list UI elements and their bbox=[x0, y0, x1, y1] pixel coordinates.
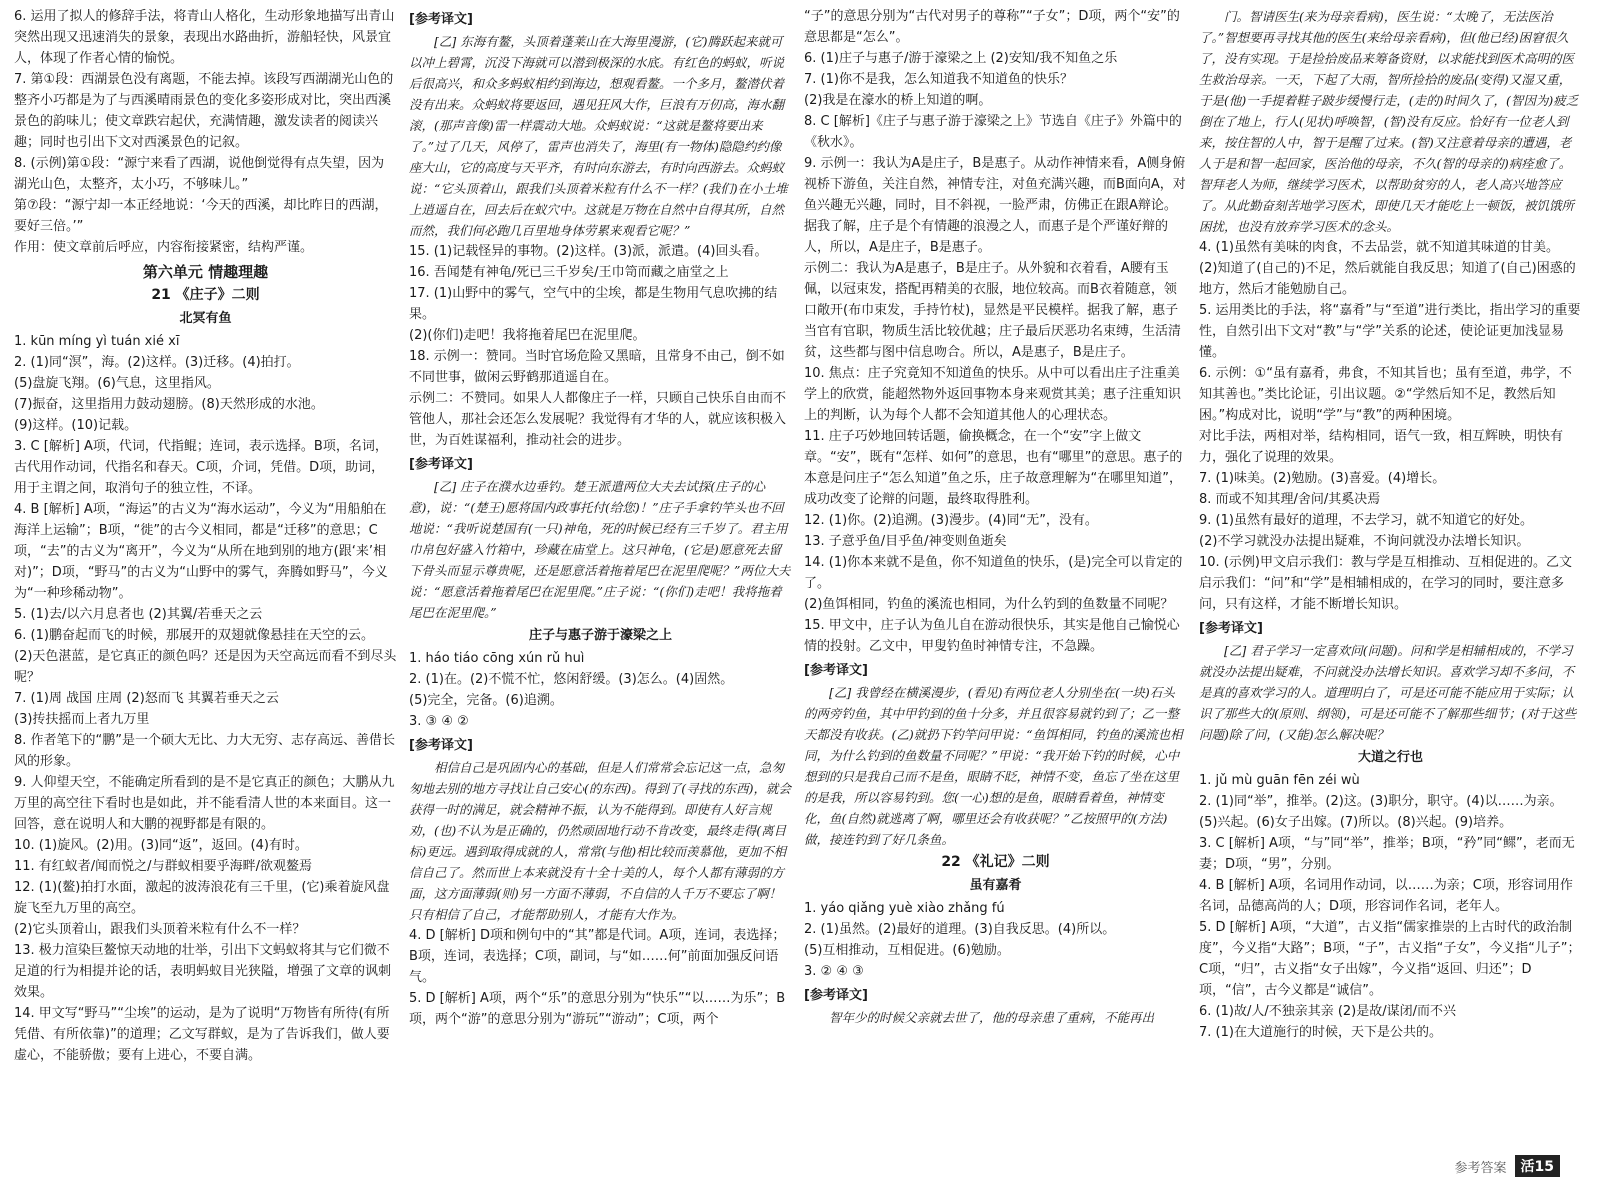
answer-item: 3. C [解析] A项，“与”同“举”，推举；B项，“矜”同“鳏”，老而无妻；D项，“男”，分别。 bbox=[1199, 836, 1575, 872]
answer-item: 12. (1)你。(2)追溯。(3)漫步。(4)同“无”，没有。 bbox=[804, 513, 1098, 528]
answer-item: 10. (1)旋风。(2)用。(3)同“返”，返回。(4)有时。 bbox=[14, 838, 308, 853]
answer-item: 17. (1)山野中的雾气，空气中的尘埃，都是生物用气息吹拂的结果。 bbox=[409, 286, 778, 322]
answer-item: 8. C [解析]《庄子与惠子游于濠梁之上》节选自《庄子》外篇中的《秋水》。 bbox=[804, 114, 1182, 150]
answer-item: 15. (1)记载怪异的事物。(2)这样。(3)派，派遣。(4)回头看。 bbox=[409, 244, 768, 259]
translation-text: 相信自己是巩固内心的基础，但是人们常常会忘记这一点，急匆匆地去别的地方寻找让自己安心(的东西)。得到了(寻找的东西)，就会获得一时的满足，就会精神不振，认为不能得到。即使有人好言规劝，(也)不认为是正确的，仍然顽固地行动不肯改变，最终走得(离目标)更远。遇到取得成就的人，常常(与他)相比较而羡慕他，更加不相信自己了。然而世上本来就没有十全十美的人，每个人都有薄弱的方面，这方面薄弱(则)另一方面不薄弱，不自信的人千万不要忘了啊！只有相信了自己，才能帮助别人，才能有大作为。 bbox=[409, 760, 792, 922]
section-heading: 北冥有鱼 bbox=[179, 311, 232, 326]
answer-item: 7. (1)你不是我，怎么知道我不知道鱼的快乐？ bbox=[804, 72, 1073, 87]
section-heading: 虽有嘉肴 bbox=[969, 878, 1022, 893]
answer-item: (7)振奋，这里指用力鼓动翅膀。(8)天然形成的水池。 bbox=[14, 397, 324, 412]
answer-item: 9. 人仰望天空，不能确定所看到的是不是它真正的颜色；大鹏从九万里的高空往下看时也是如此，并不能看清人世的本来面目。这一回答，意在说明人和大鹏的视野都是有限的。 bbox=[14, 775, 395, 832]
answer-item: 1. jǔ mù guān fēn zéi wù bbox=[1199, 773, 1360, 788]
answer-item: 5. D [解析] A项，“大道”，古义指“儒家推崇的上古时代的政治制度”，今义指“大路”；B项，“子”，古义指“子女”，今义指“儿子”；C项，“归”，古义指“女子出嫁”，今义指“返回、归还”；D项，“信”，古今义都是“诚信”。 bbox=[1199, 920, 1581, 998]
translation-text: 智年少的时候父亲就去世了，他的母亲患了重病，不能再出 bbox=[829, 1010, 1155, 1025]
answer-item: 第⑦段：“源宁却一本正经地说：‘今天的西溪，却比昨日的西湖，要好三倍。’” bbox=[14, 198, 388, 234]
answer-item: 作用：使文章前后呼应，内容衔接紧密，结构严谨。 bbox=[14, 240, 314, 255]
answer-item: 3. ② ④ ③ bbox=[804, 964, 864, 979]
translation-text: [乙] 我曾经在横溪漫步，(看见)有两位老人分别坐在(一块)石头的两旁钓鱼，其中甲钓到的鱼十分多，并且很容易就钓到了；乙一整天都没有收获。(乙)就扔下钓竿问甲说：“鱼饵相同，钓鱼的溪流也相同，为什么钓到的鱼数量不同呢？”甲说：“我开始下钓的时候，心中想到的只是我自己而不是鱼，眼睛不眨，神情不变，鱼忘了坐在这里的是我，所以容易钓到。您(一心)想的是鱼，眼睛看着鱼，神情变化，鱼(自然)就逃离了啊，哪里还会有收获呢？”乙按照甲的(方法)做，接连钓到了好几条鱼。 bbox=[804, 685, 1183, 847]
answer-item: 1. háo tiáo cōng xún rǔ huì bbox=[409, 651, 585, 666]
column-4 bbox=[1199, 0, 1582, 1146]
answer-item: (2)我是在濠水的桥上知道的啊。 bbox=[804, 93, 992, 108]
reference-translation-label: [参考译文] bbox=[409, 738, 473, 753]
answer-item: 9. (1)虽然有最好的道理，不去学习，就不知道它的好处。 bbox=[1199, 513, 1533, 528]
translation-text: [乙] 东海有鳌，头顶着蓬莱山在大海里漫游，(它)腾跃起来就可以冲上碧霄，沉没下海就可以潜到极深的水底。有红色的蚂蚁，听说后很高兴，和众多蚂蚁相约到海边，想观看鳌。一个多月，鳌潜伏着没有出来。众蚂蚁将要返回，遇见狂风大作，巨浪有万仞高，海水翻滚，(那声音像)雷一样震动大地。众蚂蚁说：“这就是鳌将要出来了。”过了几天，风停了，雷声也消失了，海里(有一物体)隐隐约约像座大山，它的高度与天平齐，有时向东游去，有时向西游去。众蚂蚁说：“它头顶着山，跟我们头顶着米粒有什么不一样？(我们)在小土堆上逍遥自在，回去后在蚁穴中。这就是万物在自然中自得其所，自然而然，我们何必跑几百里地身体劳累来观看它呢？” bbox=[409, 34, 788, 238]
answer-item: 2. (1)在。(2)不慌不忙，悠闲舒缓。(3)怎么。(4)固然。 bbox=[409, 672, 734, 687]
answer-item: 5. (1)去/以六月息者也 (2)其翼/若垂天之云 bbox=[14, 607, 263, 622]
answer-item: 6. 示例：①“虽有嘉肴，弗食，不知其旨也；虽有至道，弗学，不知其善也。”类比论证，引出议题。②“学然后知不足，教然后知困。”构成对比，说明“学”与“教”的两种困境。 bbox=[1199, 366, 1572, 423]
translation-text: [乙] 庄子在濮水边垂钓。楚王派遣两位大夫去试探(庄子的心意)，说：“(楚王)愿将国内政事托付(给您)！”庄子手拿钓竿头也不回地说：“我听说楚国有(一只)神龟，死的时候已经有三千岁了。君主用巾帛包好盛入竹箱中，珍藏在庙堂上。这只神龟，(它是)愿意死去留下骨头而显示尊贵呢，还是愿意活着拖着尾巴在泥里爬呢？”两位大夫说：“愿意活着拖着尾巴在泥里爬。”庄子说：“(你们)走吧！我将拖着尾巴在泥里爬。” bbox=[409, 479, 791, 620]
answer-item: 6. (1)故/人/不独亲其亲 (2)是故/谋闭/而不兴 bbox=[1199, 1004, 1457, 1019]
answer-item: 10. (示例)甲文启示我们：教与学是互相推动、互相促进的。乙文启示我们：“问”和“学”是相辅相成的，在学习的同时，要注意多问，只有这样，才能不断增长知识。 bbox=[1199, 555, 1572, 612]
answer-item: 3. C [解析] A项，代词，代指鲲；连词，表示选择。B项，名词，古代用作动词，代指名和春天。C项，介词，凭借。D项，助词，用于主谓之间，取消句子的独立性，不译。 bbox=[14, 439, 388, 496]
answer-item: (3)抟扶摇而上者九万里 bbox=[14, 712, 150, 727]
answer-item: 示例二：不赞同。如果人人都像庄子一样，只顾自己快乐自由而不管他人，那社会还怎么发展呢？我觉得有才华的人，就应该积极入世，为百姓谋福利，推动社会的进步。 bbox=[409, 391, 787, 448]
answer-item: 12. (1)(鳌)拍打水面，激起的波涛浪花有三千里，(它)乘着旋风盘旋飞至九万里的高空。 bbox=[14, 880, 390, 916]
answer-item: 2. (1)同“举”，推举。(2)这。(3)职分，职守。(4)以……为亲。 bbox=[1199, 794, 1563, 809]
answer-item: (2)天色湛蓝，是它真正的颜色吗？还是因为天空高远而看不到尽头呢？ bbox=[14, 649, 397, 685]
answer-item: 6. (1)庄子与惠子/游于濠梁之上 (2)安知/我不知鱼之乐 bbox=[804, 51, 1118, 66]
answer-item: 13. 子意乎鱼/目乎鱼/神变则鱼逝矣 bbox=[804, 534, 1007, 549]
answer-item: 7. (1)在大道施行的时候，天下是公共的。 bbox=[1199, 1025, 1442, 1040]
answer-item: 13. 极力渲染巨鳌惊天动地的壮举，引出下文蚂蚁将其与它们微不足道的行为相提并论的话，表明蚂蚁目光狭隘，增强了文章的讽刺效果。 bbox=[14, 943, 392, 1000]
answer-item: (2)鱼饵相同，钓鱼的溪流也相同，为什么钓到的鱼数量不同呢？ bbox=[804, 597, 1174, 612]
answer-item: (2)不学习就没办法提出疑难，不询问就没办法增长知识。 bbox=[1199, 534, 1530, 549]
answer-item: 11. 庄子巧妙地回转话题，偷换概念，在一个“安”字上做文章。“安”，既有“怎样、如何”的意思，也有“哪里”的意思。惠子的本意是问庄子“怎么知道”鱼之乐，庄子故意理解为“在哪里知道”，成功改变了论辩的问题，最终取得胜利。 bbox=[804, 429, 1183, 507]
answer-item: (9)这样。(10)记载。 bbox=[14, 418, 138, 433]
answer-item: 4. B [解析] A项，名词用作动词，以……为亲；C项，形容词用作名词，品德高尚的人；D项，形容词作名词，老年人。 bbox=[1199, 878, 1573, 914]
answer-item: 6. 运用了拟人的修辞手法，将青山人格化，生动形象地描写出青山突然出现又迅速消失的景象，表现出水路曲折，游船轻快，风景宜人，体现了作者心情的愉悦。 bbox=[14, 9, 395, 66]
answer-item: (2)知道了(自己的)不足，然后就能自我反思；知道了(自己)困惑的地方，然后才能勉励自己。 bbox=[1199, 261, 1576, 297]
answer-item: 8. 作者笔下的“鹏”是一个硕大无比、力大无穷、志存高远、善借长风的形象。 bbox=[14, 733, 396, 769]
answer-item: 7. (1)周 战国 庄周 (2)怒而飞 其翼若垂天之云 bbox=[14, 691, 279, 706]
lesson-heading: 22 《礼记》二则 bbox=[941, 854, 1050, 870]
answer-item: 7. 第①段：西湖景色没有离题，不能去掉。该段写西湖湖光山色的整齐小巧都是为了与西溪晴雨景色的变化多姿形成对比，突出西溪景色的韵味儿；使文章跌宕起伏，充满情趣，激发读者的阅读兴趣；同时也引出下文对西溪景色的记叙。 bbox=[14, 72, 394, 150]
answer-item: (5)互相推动，互相促进。(6)勉励。 bbox=[804, 943, 1010, 958]
page-number: 活15 bbox=[1515, 1155, 1560, 1177]
lesson-heading: 21 《庄子》二则 bbox=[151, 287, 260, 303]
reference-translation-label: [参考译文] bbox=[804, 988, 868, 1003]
translation-text: 门。智请医生(来为母亲看病)，医生说：“太晚了，无法医治了。”智想要再寻找其他的医生(来给母亲看病)，但(他已经)困窘很久了，没有实现。于是捡拾废品来筹备资财，以求能找到医术高明的医生救治母亲。一天，下起了大雨，智所捡拾的废品(变得)又湿又重，于是(他)一手提着鞋子跛步缓慢行走，(走的)时间久了，(智因为)疲乏倒在了地上，行人(见状)呼唤智，(智)没有反应。恰好有一位老人到来，按住智的人中，智于是醒了过来。(智)又注意着母亲的遭遇，老人于是和智一起回家，医治他的母亲，不久(智的母亲的)病痊愈了。智拜老人为师，继续学习医术，以帮助贫穷的人，老人高兴地答应了。从此勤奋刻苦地学习医术，即使几天才能吃上一顿饭，被饥饿所困扰，也没有放弃学习医术的念头。 bbox=[1199, 9, 1579, 234]
answer-item: (5)完全，完备。(6)追溯。 bbox=[409, 693, 563, 708]
answer-item: (5)盘旋飞翔。(6)气息，这里指风。 bbox=[14, 376, 220, 391]
answer-item: 2. (1)虽然。(2)最好的道理。(3)自我反思。(4)所以。 bbox=[804, 922, 1116, 937]
answer-item: 1. kūn míng yì tuán xié xī bbox=[14, 334, 180, 349]
answer-item: 2. (1)同“溟”，海。(2)这样。(3)迁移。(4)拍打。 bbox=[14, 355, 300, 370]
answer-item: 5. D [解析] A项，两个“乐”的意思分别为“快乐”“以……为乐”；B项，两个“游”的意思分别为“游玩”“游动”；C项，两个 bbox=[409, 991, 786, 1027]
answer-item: 18. 示例一：赞同。当时官场危险又黑暗，且常身不由己，倒不如不同世事，做闲云野鹤那逍遥自在。 bbox=[409, 349, 785, 385]
answer-item: 9. 示例一：我认为A是庄子，B是惠子。从动作神情来看，A侧身俯视桥下游鱼，关注自然，神情专注，对鱼充满兴趣，而B面向A，对鱼兴趣无兴趣，同时，目不斜视，一脸严肃，仿佛正在跟A辩论。据我了解，庄子是个有情趣的浪漫之人，而惠子是个严谨好辩的人，所以，A是庄子，B是惠子。 bbox=[804, 156, 1186, 255]
answer-item: 对比手法，两相对举，结构相同，语气一致，相互辉映，明快有力，强化了说理的效果。 bbox=[1199, 429, 1564, 465]
answer-item: 16. 吾闻楚有神龟/死已三千岁矣/王巾笥而藏之庙堂之上 bbox=[409, 265, 729, 280]
answer-item: (2)它头顶着山，跟我们头顶着米粒有什么不一样？ bbox=[14, 922, 306, 937]
column-2 bbox=[409, 0, 792, 1146]
translation-text: [乙] 君子学习一定喜欢问(问题)。问和学是相辅相成的，不学习就没办法提出疑难，不问就没办法增长知识。喜欢学习却不多问，不是真的喜欢学习的人。道理明白了，可是还可能不能应用于实际；认识了那些大的(原则、纲领)，可是还可能不了解那些细节；(对于这些问题)除了问，(又能)怎么解决呢？ bbox=[1199, 643, 1577, 742]
answer-item: 3. ③ ④ ② bbox=[409, 714, 469, 729]
reference-translation-label: [参考译文] bbox=[804, 663, 868, 678]
answer-item: 14. 甲文写“野马”“尘埃”的运动，是为了说明“万物皆有所待(有所凭借、有所依靠)”的道理；乙文写群蚁，是为了告诉我们，做人要虚心，不能骄傲；要有上进心，不要自满。 bbox=[14, 1006, 390, 1063]
answer-item: 15. 甲文中，庄子认为鱼儿自在游动很快乐，其实是他自己愉悦心情的投射。乙文中，甲叟钓鱼时神情专注，不急躁。 bbox=[804, 618, 1180, 654]
answer-item: 4. B [解析] A项，“海运”的古义为“海水运动”，今义为“用船舶在海洋上运输”；B项，“徙”的古今义相同，都是“迁移”的意思；C项，“去”的古义为“离开”，今义为“从所在地到别的地方(跟‘来’相对)”；D项，“野马”的古义为“山野中的雾气，奔腾如野马”，今义为“一种珍稀动物”。 bbox=[14, 502, 388, 601]
column-3 bbox=[804, 0, 1187, 1146]
answer-item: “子”的意思分别为“古代对男子的尊称”“子女”；D项，两个“安”的意思都是“怎么”。 bbox=[804, 9, 1180, 45]
answer-item: 8. (示例)第①段：“源宁来看了西湖，说他倒觉得有点失望，因为湖光山色，太整齐，太小巧，不够味儿。” bbox=[14, 156, 385, 192]
section-heading: 庄子与惠子游于濠梁之上 bbox=[528, 628, 672, 643]
answer-item: 14. (1)你本来就不是鱼，你不知道鱼的快乐，(是)完全可以肯定的了。 bbox=[804, 555, 1183, 591]
answer-item: (2)(你们)走吧！我将拖着尾巴在泥里爬。 bbox=[409, 328, 646, 343]
reference-translation-label: [参考译文] bbox=[1199, 621, 1263, 636]
answer-item: 示例二：我认为A是惠子，B是庄子。从外貌和衣着看，A腰有玉佩，以冠束发，搭配再精美的衣服，地位较高。而B衣着随意，领口敞开(布巾束发，手持竹杖)，显然是平民模样。据我了解，惠子当官有官职，物质生活比较优越；庄子最后厌恶功名束缚，生活清贫，这些都与图中信息吻合。所以，A是惠子，B是庄子。 bbox=[804, 261, 1182, 360]
reference-translation-label: [参考译文] bbox=[409, 457, 473, 472]
section-heading: 大道之行也 bbox=[1357, 750, 1423, 765]
answer-item: 8. 而或不知其理/舍问/其奚决焉 bbox=[1199, 492, 1381, 507]
page-footer bbox=[1455, 1155, 1561, 1177]
answer-item: (5)兴起。(6)女子出嫁。(7)所以。(8)兴起。(9)培养。 bbox=[1199, 815, 1513, 830]
unit-heading: 第六单元 情趣理趣 bbox=[142, 263, 269, 281]
answer-item: 4. (1)虽然有美味的肉食，不去品尝，就不知道其味道的甘美。 bbox=[1199, 240, 1559, 255]
answer-item: 7. (1)味美。(2)勉励。(3)喜爱。(4)增长。 bbox=[1199, 471, 1446, 486]
answer-item: 6. (1)鹏奋起而飞的时候，那展开的双翅就像悬挂在天空的云。 bbox=[14, 628, 374, 643]
footer-section-label: 参考答案 bbox=[1454, 1160, 1507, 1176]
reference-translation-label: [参考译文] bbox=[409, 12, 473, 27]
answer-item: 4. D [解析] D项和例句中的“其”都是代词。A项，连词，表选择；B项，连词，表选择；C项，副词，与“如……何”前面加强反问语气。 bbox=[409, 928, 786, 985]
column-1 bbox=[14, 0, 397, 1146]
answer-item: 10. 焦点：庄子究竟知不知道鱼的快乐。从中可以看出庄子注重美学上的欣赏，能超然物外返回事物本身来观赏其美；惠子注重知识上的判断，认为每个人都不会知道其他人的心理状态。 bbox=[804, 366, 1182, 423]
answer-item: 11. 有红蚁者/闻而悦之/与群蚁相要乎海畔/欲观鳌焉 bbox=[14, 859, 312, 874]
answer-item: 1. yáo qiǎng yuè xiào zhǎng fú bbox=[804, 901, 1005, 916]
answer-item: 5. 运用类比的手法，将“嘉肴”与“至道”进行类比，指出学习的重要性，自然引出下文对“教”与“学”关系的论述，使论证更加浅显易懂。 bbox=[1199, 303, 1581, 360]
